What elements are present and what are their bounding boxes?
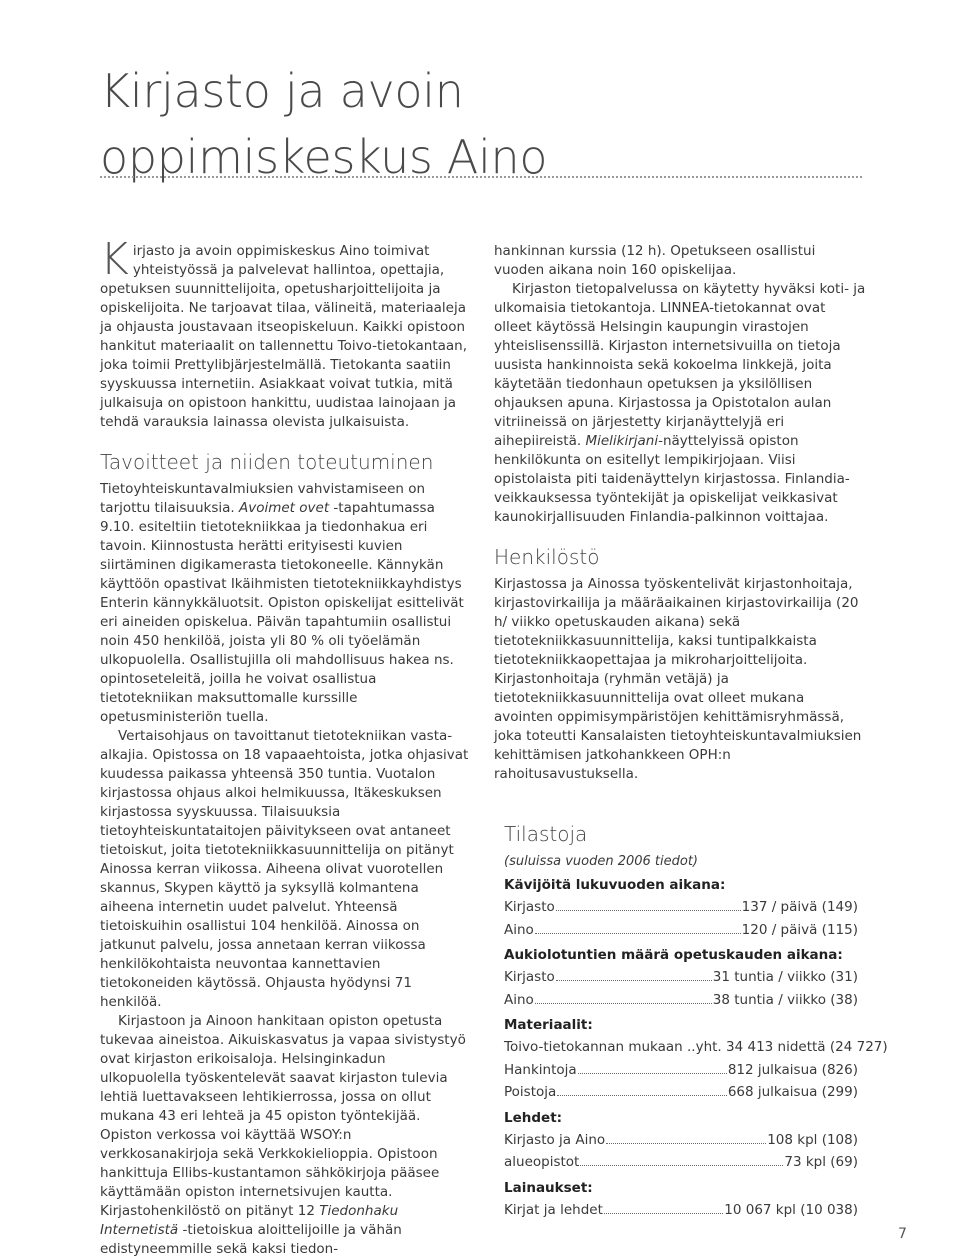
statistics-groups: [504, 874, 888, 1221]
statistics-label: Poistoja: [504, 1084, 557, 1100]
dot-leader: [557, 1095, 727, 1096]
statistics-row: [504, 1036, 888, 1059]
statistics-label: Aino: [504, 921, 534, 938]
drop-cap: K: [100, 234, 129, 285]
statistics-label: alueopistot: [504, 1154, 580, 1170]
statistics-group-heading: Lainaukset:: [504, 1179, 593, 1196]
dot-leader: [556, 910, 741, 911]
info-service-paragraph: [494, 280, 866, 527]
statistics-group-heading: Kävijöitä lukuvuoden aikana:: [504, 877, 726, 893]
dot-leader: [604, 1213, 723, 1214]
statistics-value: 10 067 kpl (10 038): [724, 1201, 858, 1218]
statistics-row: [504, 989, 858, 1012]
dot-leader: [535, 933, 741, 934]
statistics-row: [504, 1151, 858, 1174]
acquisitions-paragraph: [100, 1012, 470, 1259]
section-heading-staff: Henkilöstö: [494, 545, 600, 569]
section-heading-goals: Tavoitteet ja niiden toteutuminen: [100, 450, 434, 474]
info-service-text-a: Kirjaston tietopalvelussa on käytetty hyväksi koti- ja ulkomaisia tietokantoja. LINNEA-tietokannat ovat olleet käytössä Helsingin kaupungin virastojen yhteislisenssillä. Kirjaston internetsivuilla on tietoja uusista hankinnoista sekä kokoelma linkkejä, joita käytetään tiedonhaun opetuksen ja yksilöllisen ohjauksen apuna. Kirjastossa ja Opistotalon aulan vitriineissä on järjestetty kirjanäyttelyjä eri aihepiireistä.: [494, 281, 866, 449]
statistics-value: 108 kpl (108): [767, 1131, 858, 1148]
dot-leader: [606, 1143, 766, 1144]
dot-leader: [578, 1073, 727, 1074]
statistics-row: [504, 1059, 858, 1082]
statistics-value: 31 tuntia / viikko (31): [712, 969, 858, 985]
statistics-value: 120 / päivä (115): [741, 921, 858, 938]
statistics-row: [504, 1199, 858, 1222]
info-service-text-italic: Mielikirjani: [585, 433, 659, 449]
statistics-label: Kirjat ja lehdet: [504, 1201, 603, 1218]
statistics-group-heading: Lehdet:: [504, 1109, 563, 1126]
statistics-group-heading: Aukiolotuntien määrä opetuskauden aikana:: [504, 947, 843, 963]
statistics-label: Kirjasto: [504, 969, 555, 985]
goals-paragraph: [100, 480, 470, 727]
statistics-label: Aino: [504, 991, 534, 1008]
right-column: [494, 242, 888, 1221]
continued-paragraph: hankinnan kurssia (12 h). Opetukseen osallistui vuoden aikana noin 160 opiskelijaa.: [494, 243, 816, 278]
dotted-divider: [100, 176, 862, 178]
intro-text: irjasto ja avoin oppimiskeskus Aino toimivat yhteistyössä ja palvelevat hallintoa, opettajia, opetuksen suunnittelijoita, opetusharjoittelijoita ja opiskelijoita. Ne tarjoavat tilaa, välineitä, materiaaleja ja ohjausta joustavaan itseopiskeluun. Kaikki opistoon hankitut materiaalit on tallennettu Toivo-tietokantaan, joka toimii Prettylibjärjestelmällä. Tietokanta saatiin syyskuussa internetiin. Asiakkaat voivat tutkia, mitä julkaisuja on opistoon hankittu, uudistaa lainojaan ja tehdä varauksia lainassa olevista julkaisuista.: [100, 243, 468, 430]
statistics-box: [504, 822, 888, 1221]
acquisitions-text-b: -tietoiskua aloittelijoille ja vähän edistyneemmille sekä kaksi tiedon-: [100, 1222, 402, 1257]
dot-leader: [535, 1003, 712, 1004]
peer-guidance-paragraph: Vertaisohjaus on tavoittanut tietotekniikan vasta-alkajia. Opistossa on 18 vapaaehtoista, jotka ohjasivat kuudessa paikassa yhteensä 350 tuntia. Vuotalon kirjastossa ohjaus alkoi helmikuussa, Itäkeskuksen kirjastossa syyskuussa. Tilaisuuksia tietoyhteiskuntataitojen päivitykseen ovat antaneet tietoiskut, joita tietotekniikkasuunnittelija on pitänyt Ainossa kerran viikossa. Aiheena olivat vuorotellen skannus, Skypen käyttö ja syksyllä kolmantena aiheena internetin uudet palvelut. Yhteensä tietoiskuihin osallistui 104 henkilöä. Ainossa on jatkunut palvelu, jossa annetaan kerran viikossa henkilökohtaista neuvontaa kannettavien tietokoneiden käytössä. Ohjausta hyödynsi 71 henkilöä.: [100, 728, 469, 1010]
statistics-row: [504, 1081, 858, 1104]
statistics-value: 812 julkaisua (826): [727, 1061, 858, 1078]
statistics-value: 668 julkaisua (299): [727, 1084, 858, 1100]
statistics-value: 73 kpl (69): [784, 1154, 858, 1170]
statistics-row: [504, 1129, 858, 1152]
statistics-label: Hankintoja: [504, 1061, 577, 1078]
statistics-note: (suluissa vuoden 2006 tiedot): [504, 854, 698, 869]
statistics-row: [504, 896, 858, 919]
statistics-label: Kirjasto ja Aino: [504, 1131, 606, 1148]
page-title: [100, 58, 547, 190]
statistics-label: Kirjasto: [504, 899, 555, 915]
statistics-row: [504, 966, 858, 989]
statistics-label: Toivo-tietokannan mukaan ..yht. 34 413 nidettä (24 727): [504, 1039, 888, 1055]
goals-text-b: -tapahtumassa 9.10. esiteltiin tietotekniikkaa ja tiedonhakua eri tavoin. Kiinnostusta herätti erityisesti kuvien siirtäminen digikamerasta tietokoneelle. Kännykän käyttöön opastivat Ikäihmisten tietotekniikkayhdistys Enterin kännykkäluotsit. Opiston opiskelijat esittelivät eri aineiden opiskelua. Päivän tapahtumiin osallistui noin 450 henkilöä, joista yli 80 % oli työelämän ulkopuolella. Osallistujilla oli mahdollisuus hakea ns. opintoseteleitä, joilla he voivat osallistua tietotekniikan maksuttomalle kurssille opetusministeriön tuella.: [100, 500, 464, 725]
title-line-1: Kirjasto ja avoin: [100, 64, 464, 118]
info-service-text-b: -näyttelyissä opiston henkilökunta on esitellyt lempikirjojaan. Viisi opistolaista piti taidenäyttelyn kirjastossa. Finlandia-veikkauksessa työntekijät ja opiskelijat veikkasivat kaunokirjallisuuden Finlandia-palkinnon voittajaa.: [494, 433, 850, 525]
dot-leader: [580, 1165, 783, 1166]
goals-text-a: Tietoyhteiskuntavalmiuksien vahvistamiseen on tarjottu tilaisuuksia.: [100, 481, 426, 516]
left-column: [100, 234, 470, 1259]
acquisitions-text-a: Kirjastoon ja Ainoon hankitaan opiston opetusta tukevaa aineistoa. Aikuiskasvatus ja vapaa sivistystyö ovat kirjaston erikoisaloja. Helsinginkadun ulkopuolella työskentelevät saavat kirjaston tulevia lehtiä luettavakseen lehtikierrossa, jossa on ollut mukana 43 eri lehteä ja 45 opiston työntekijää. Opiston verkossa voi käyttää WSOY:n verkkosanakirjoja sekä Verkkokielioppia. Opistoon hankittuja Ellibs-kustantamon sähkökirjoja pääsee käyttämään opiston internetsivujen kautta. Kirjastohenkilöstö on pitänyt 12: [100, 1013, 466, 1219]
statistics-group-heading: Materiaalit:: [504, 1017, 593, 1033]
section-heading-statistics: Tilastoja: [504, 822, 588, 846]
statistics-value: 38 tuntia / viikko (38): [712, 991, 858, 1008]
statistics-row: [504, 919, 858, 942]
goals-text-italic: Avoimet ovet: [238, 500, 330, 516]
staff-paragraph: Kirjastossa ja Ainossa työskentelivät kirjastonhoitaja, kirjastovirkailija ja määräaikainen kirjastovirkailija (20 h/ viikko opetuskauden aikana) sekä tietotekniikkasuunnittelija, kaksi tuntipalkkaista tietotekniikkaopettajaa ja mikroharjoittelijoita. Kirjastonhoitaja (ryhmän vetäjä) ja tietotekniikkasuunnittelija ovat olleet mukana avointen oppimisympäristöjen kehittämisryhmässä, joka toteutti Kansalaisten tietoyhteiskuntavalmiuksien kehittämisen jatkohankkeen OPH:n rahoitusavustuksella.: [494, 576, 862, 782]
title-line-2: oppimiskeskus Aino: [100, 130, 548, 184]
page-number: 7: [898, 1226, 907, 1242]
acquisitions-text-italic: Tiedonhaku Internetistä: [100, 1203, 399, 1238]
intro-paragraph: [100, 234, 470, 432]
dot-leader: [556, 980, 712, 981]
statistics-value: 137 / päivä (149): [741, 899, 858, 915]
